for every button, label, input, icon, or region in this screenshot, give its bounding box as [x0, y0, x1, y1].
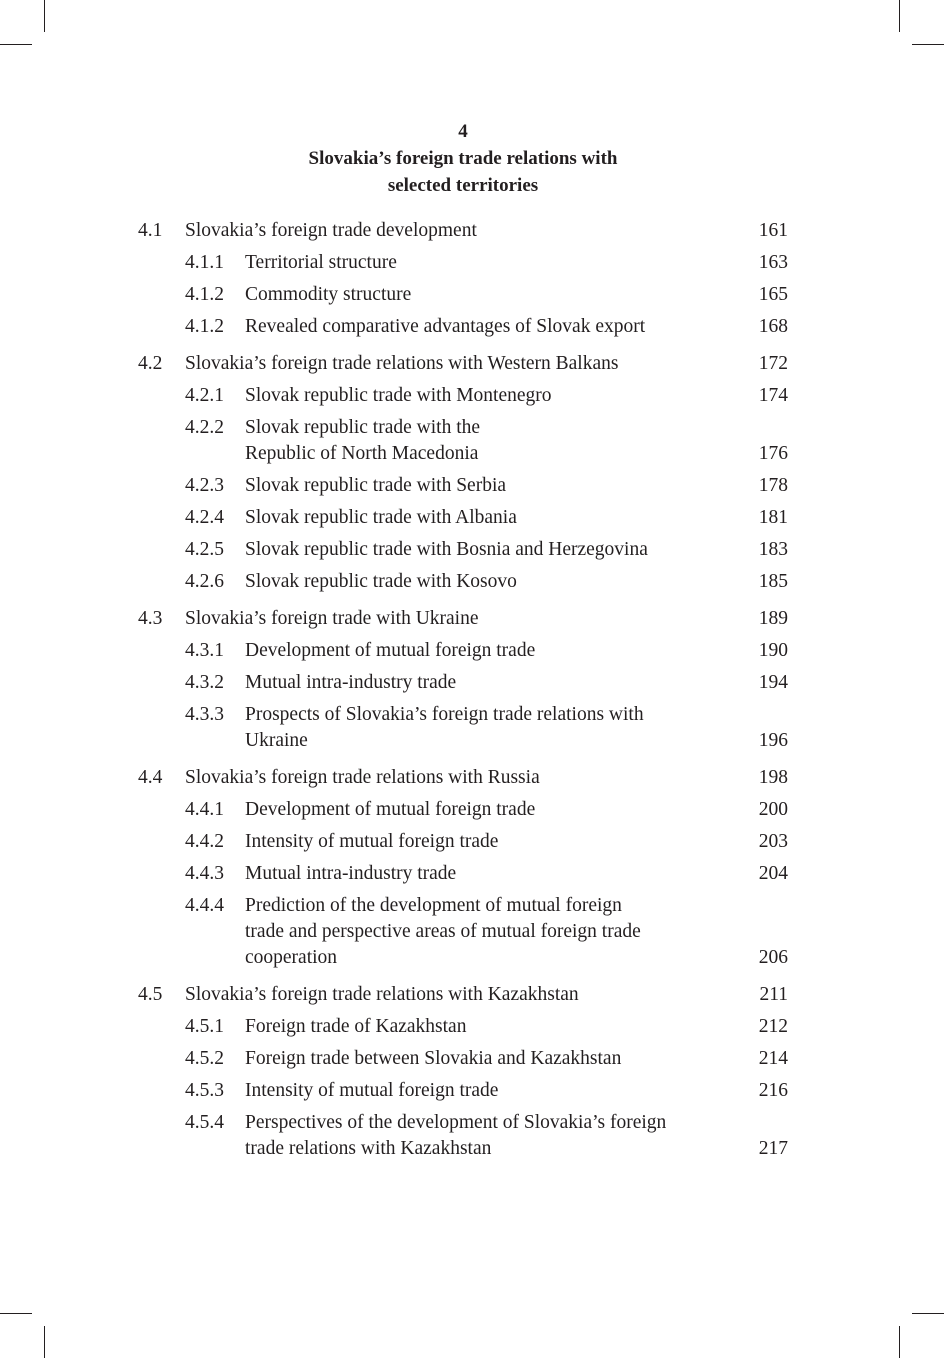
page-number: 190: [758, 640, 788, 661]
page-number: 194: [758, 672, 788, 693]
subsection-title-line: Revealed comparative advantages of Slovak export: [245, 316, 646, 337]
toc-subsection-entry[interactable]: [138, 505, 788, 531]
toc-subsection-entry[interactable]: [138, 1014, 788, 1040]
subsection-title-line: trade relations with Kazakhstan: [245, 1138, 492, 1159]
subsection-title-line: Prospects of Slovakia’s foreign trade relations with: [245, 704, 644, 725]
subsection-title: [245, 1046, 748, 1072]
subsection-title: [245, 282, 748, 308]
toc-subsection-entry[interactable]: [138, 282, 788, 308]
toc-subsection-entry[interactable]: [138, 314, 788, 340]
subsection-title: [245, 537, 748, 563]
subsection-title-line: Slovak republic trade with Bosnia and Herzegovina: [245, 539, 648, 560]
subsection-title-line: Slovak republic trade with the: [245, 417, 481, 438]
subsection-title: [245, 1110, 748, 1162]
chapter-number: 4: [458, 121, 468, 142]
subsection-title: [245, 702, 748, 754]
section-title-line: Slovakia’s foreign trade relations with Russia: [185, 767, 540, 788]
subsection-title-line: Territorial structure: [245, 252, 397, 273]
section-number: 4.5: [138, 984, 163, 1005]
subsection-title-line: Commodity structure: [245, 284, 412, 305]
page-number: 212: [758, 1016, 788, 1037]
subsection-title: [245, 473, 748, 499]
subsection-title-line: Intensity of mutual foreign trade: [245, 831, 499, 852]
subsection-number: 4.3.2: [185, 672, 224, 693]
toc-subsection-entry[interactable]: [138, 893, 788, 971]
section-number: 4.4: [138, 767, 163, 788]
subsection-number: 4.5.1: [185, 1016, 224, 1037]
section-title: [185, 218, 748, 244]
page-number: 174: [758, 385, 788, 406]
subsection-title-line: Foreign trade of Kazakhstan: [245, 1016, 467, 1037]
subsection-number: 4.4.3: [185, 863, 224, 884]
section-title: [185, 606, 748, 632]
toc-subsection-entry[interactable]: [138, 383, 788, 409]
subsection-title-line: Slovak republic trade with Serbia: [245, 475, 507, 496]
chapter-title-line: Slovakia’s foreign trade relations with: [308, 148, 618, 169]
page-number: 216: [758, 1080, 788, 1101]
crop-mark-top-right-horizontal: [912, 44, 944, 45]
subsection-title: [245, 569, 748, 595]
subsection-title: [245, 893, 748, 971]
subsection-title: [245, 505, 748, 531]
subsection-title: [245, 829, 748, 855]
toc-section-entry[interactable]: [138, 218, 788, 244]
page-number: 178: [758, 475, 788, 496]
toc-section-entry[interactable]: [138, 982, 788, 1008]
toc-subsection-entry[interactable]: [138, 537, 788, 563]
subsection-title-line: Mutual intra-industry trade: [245, 863, 457, 884]
subsection-title: [245, 415, 748, 467]
crop-mark-bottom-right-vertical: [899, 1326, 900, 1358]
section-title: [185, 351, 748, 377]
section-number: 4.2: [138, 353, 163, 374]
page-number: 165: [758, 284, 788, 305]
page-number: 181: [758, 507, 788, 528]
subsection-title-line: cooperation: [245, 947, 338, 968]
subsection-number: 4.5.3: [185, 1080, 224, 1101]
crop-mark-top-left-horizontal: [0, 44, 32, 45]
page-number: 211: [759, 984, 788, 1005]
chapter-heading: [0, 118, 926, 199]
page-number: 168: [758, 316, 788, 337]
section-title: [185, 982, 748, 1008]
subsection-title-line: Prediction of the development of mutual foreign: [245, 895, 622, 916]
subsection-number: 4.2.3: [185, 475, 224, 496]
page-number: 206: [758, 947, 788, 968]
subsection-title-line: Perspectives of the development of Slovakia’s foreign: [245, 1112, 667, 1133]
subsection-title-line: Slovak republic trade with Kosovo: [245, 571, 517, 592]
page-number: 161: [758, 220, 788, 241]
page-number: 204: [758, 863, 788, 884]
section-title-line: Slovakia’s foreign trade with Ukraine: [185, 608, 479, 629]
toc-subsection-entry[interactable]: [138, 638, 788, 664]
crop-mark-top-right-vertical: [899, 0, 900, 32]
subsection-number: 4.3.3: [185, 704, 224, 725]
subsection-title-line: Development of mutual foreign trade: [245, 640, 536, 661]
toc-subsection-entry[interactable]: [138, 797, 788, 823]
crop-mark-top-left-vertical: [44, 0, 45, 32]
subsection-number: 4.2.2: [185, 417, 224, 438]
subsection-number: 4.5.4: [185, 1112, 224, 1133]
subsection-title: [245, 383, 748, 409]
subsection-number: 4.1.2: [185, 284, 224, 305]
toc-subsection-entry[interactable]: [138, 415, 788, 467]
subsection-title: [245, 797, 748, 823]
toc-subsection-entry[interactable]: [138, 569, 788, 595]
subsection-title: [245, 314, 748, 340]
page-number: 185: [758, 571, 788, 592]
section-title-line: Slovakia’s foreign trade relations with Kazakhstan: [185, 984, 579, 1005]
page-number: 203: [758, 831, 788, 852]
subsection-title: [245, 638, 748, 664]
subsection-number: 4.2.5: [185, 539, 224, 560]
subsection-number: 4.2.6: [185, 571, 224, 592]
chapter-title-line: selected territories: [387, 175, 539, 196]
page-number: 198: [758, 767, 788, 788]
section-title-line: Slovakia’s foreign trade relations with Western Balkans: [185, 353, 619, 374]
subsection-title-line: Foreign trade between Slovakia and Kazakhstan: [245, 1048, 622, 1069]
subsection-title: [245, 1014, 748, 1040]
subsection-title: [245, 670, 748, 696]
page-number: 176: [758, 443, 788, 464]
subsection-number: 4.4.2: [185, 831, 224, 852]
toc-subsection-entry[interactable]: [138, 829, 788, 855]
subsection-title-line: Ukraine: [245, 730, 308, 751]
page-number: 214: [758, 1048, 788, 1069]
toc-section-entry[interactable]: [138, 765, 788, 791]
page-number: 217: [758, 1138, 788, 1159]
subsection-number: 4.1.1: [185, 252, 224, 273]
toc-subsection-entry[interactable]: [138, 702, 788, 754]
subsection-title-line: Mutual intra-industry trade: [245, 672, 457, 693]
subsection-number: 4.3.1: [185, 640, 224, 661]
subsection-number: 4.5.2: [185, 1048, 224, 1069]
subsection-title-line: Intensity of mutual foreign trade: [245, 1080, 499, 1101]
crop-mark-bottom-left-vertical: [44, 1326, 45, 1358]
section-number: 4.3: [138, 608, 163, 629]
page-number: 189: [758, 608, 788, 629]
subsection-number: 4.1.2: [185, 316, 224, 337]
subsection-title-line: Slovak republic trade with Albania: [245, 507, 517, 528]
subsection-number: 4.2.1: [185, 385, 224, 406]
subsection-title: [245, 250, 748, 276]
toc-subsection-entry[interactable]: [138, 1078, 788, 1104]
toc-subsection-entry[interactable]: [138, 1046, 788, 1072]
toc-section-entry[interactable]: [138, 606, 788, 632]
crop-mark-bottom-right-horizontal: [912, 1313, 944, 1314]
page-number: 163: [758, 252, 788, 273]
page-number: 196: [758, 730, 788, 751]
subsection-title-line: Slovak republic trade with Montenegro: [245, 385, 552, 406]
page-number: 172: [758, 353, 788, 374]
page-number: 200: [758, 799, 788, 820]
subsection-title: [245, 1078, 748, 1104]
subsection-title-line: Development of mutual foreign trade: [245, 799, 536, 820]
page-number: 183: [758, 539, 788, 560]
subsection-number: 4.4.1: [185, 799, 224, 820]
toc-subsection-entry[interactable]: [138, 670, 788, 696]
toc-section-entry[interactable]: [138, 351, 788, 377]
toc-subsection-entry[interactable]: [138, 861, 788, 887]
table-of-contents: [138, 218, 788, 1162]
subsection-title: [245, 861, 748, 887]
subsection-title-line: trade and perspective areas of mutual foreign trade: [245, 921, 641, 942]
section-number: 4.1: [138, 220, 163, 241]
toc-subsection-entry[interactable]: [138, 473, 788, 499]
subsection-number: 4.4.4: [185, 895, 224, 916]
toc-subsection-entry[interactable]: [138, 250, 788, 276]
subsection-title-line: Republic of North Macedonia: [245, 443, 479, 464]
toc-subsection-entry[interactable]: [138, 1110, 788, 1162]
subsection-number: 4.2.4: [185, 507, 224, 528]
section-title: [185, 765, 748, 791]
section-title-line: Slovakia’s foreign trade development: [185, 220, 477, 241]
crop-mark-bottom-left-horizontal: [0, 1313, 32, 1314]
